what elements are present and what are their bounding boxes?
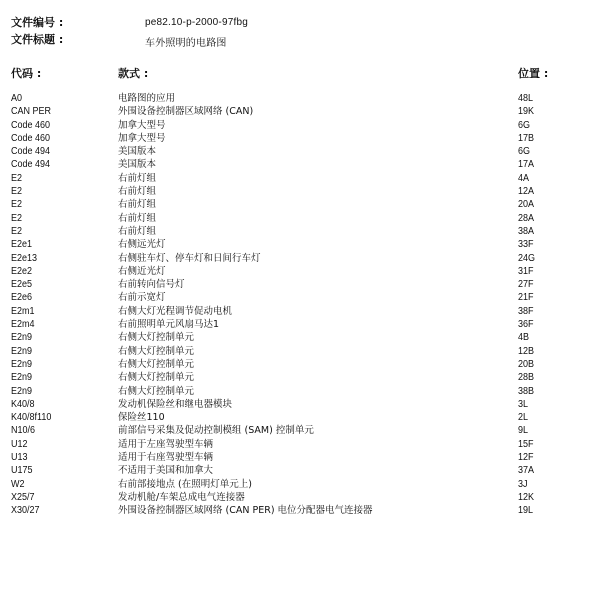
document-title-value: 车外照明的电路图 bbox=[145, 38, 227, 49]
table-row bbox=[0, 132, 607, 145]
row-code: E2e13 bbox=[11, 252, 38, 264]
table-row bbox=[0, 212, 607, 225]
row-code: X30/27 bbox=[11, 505, 40, 517]
row-code: E2n9 bbox=[11, 372, 33, 384]
row-position: 37A bbox=[518, 465, 535, 477]
row-code: E2 bbox=[11, 199, 23, 211]
table-row bbox=[0, 119, 607, 132]
table-row bbox=[0, 185, 607, 198]
document-number-value: pe82.10-p-2000-97fbg bbox=[145, 17, 248, 28]
row-code: E2e6 bbox=[11, 292, 33, 304]
row-position: 48L bbox=[518, 93, 534, 104]
table-row bbox=[0, 385, 607, 398]
row-description: 美国版本 bbox=[118, 159, 157, 171]
row-description: 外围设备控制器区域网络 (CAN) bbox=[118, 106, 254, 118]
component-table bbox=[0, 92, 607, 518]
row-code: E2 bbox=[11, 186, 23, 198]
table-row bbox=[0, 411, 607, 424]
document-title-row bbox=[11, 33, 63, 47]
row-position: 21F bbox=[518, 292, 534, 304]
row-code: Code 460 bbox=[11, 132, 51, 144]
table-row bbox=[0, 291, 607, 304]
table-row bbox=[0, 398, 607, 411]
row-code: U175 bbox=[11, 465, 33, 477]
document-number-row bbox=[11, 16, 63, 30]
row-position: 12A bbox=[518, 186, 535, 198]
row-code: U13 bbox=[11, 452, 28, 464]
row-description: 右侧大灯控制单元 bbox=[118, 332, 195, 344]
row-position: 19L bbox=[518, 505, 534, 517]
row-description: 右前部接地点 (在照明灯单元上) bbox=[118, 478, 252, 490]
row-description: 电路图的应用 bbox=[118, 93, 176, 104]
table-row bbox=[0, 358, 607, 371]
table-row bbox=[0, 318, 607, 331]
row-position: 27F bbox=[518, 279, 534, 291]
row-code: CAN PER bbox=[11, 106, 52, 118]
row-code: E2n9 bbox=[11, 358, 33, 370]
row-position: 24G bbox=[518, 252, 536, 264]
document-number-label: 文件编号 : bbox=[11, 16, 64, 29]
row-description: 右前灯组 bbox=[118, 186, 157, 198]
row-description: 外围设备控制器区域网络 (CAN PER) 电位分配器电气连接器 bbox=[118, 505, 373, 517]
table-row bbox=[0, 145, 607, 158]
row-position: 19K bbox=[518, 106, 535, 118]
table-row bbox=[0, 504, 607, 517]
row-description: 右侧驻车灯、停车灯和日间行车灯 bbox=[118, 252, 261, 264]
row-description: 右侧大灯控制单元 bbox=[118, 372, 195, 384]
table-row bbox=[0, 464, 607, 477]
row-code: E2e5 bbox=[11, 279, 33, 291]
row-position: 31F bbox=[518, 265, 534, 277]
table-row bbox=[0, 345, 607, 358]
row-description: 不适用于美国和加拿大 bbox=[118, 465, 214, 477]
row-code: Code 494 bbox=[11, 159, 51, 171]
table-row bbox=[0, 478, 607, 491]
row-code: K40/8 bbox=[11, 398, 35, 410]
table-row bbox=[0, 158, 607, 171]
row-position: 6G bbox=[518, 146, 531, 158]
row-description: 前部信号采集及促动控制模组 (SAM) 控制单元 bbox=[118, 425, 314, 437]
row-code: X25/7 bbox=[11, 491, 35, 503]
row-description: 右侧大灯光程调节促动电机 bbox=[118, 305, 233, 317]
row-description: 美国版本 bbox=[118, 146, 157, 158]
table-row bbox=[0, 265, 607, 278]
row-description: 右前转向信号灯 bbox=[118, 279, 185, 291]
row-description: 右侧近光灯 bbox=[118, 265, 166, 277]
header-position: 位置 : bbox=[518, 67, 549, 80]
row-code: Code 494 bbox=[11, 146, 51, 158]
table-row bbox=[0, 92, 607, 105]
table-row bbox=[0, 451, 607, 464]
row-code: E2e2 bbox=[11, 265, 33, 277]
table-row bbox=[0, 371, 607, 384]
row-code: E2 bbox=[11, 225, 23, 237]
row-position: 3L bbox=[518, 398, 529, 410]
row-position: 9L bbox=[518, 425, 529, 437]
row-position: 12K bbox=[518, 491, 535, 503]
row-position: 38F bbox=[518, 305, 534, 317]
row-description: 右侧大灯控制单元 bbox=[118, 385, 195, 397]
row-position: 6G bbox=[518, 119, 531, 131]
row-code: N10/6 bbox=[11, 425, 36, 437]
row-description: 适用于右座驾驶型车辆 bbox=[118, 452, 214, 464]
row-code: A0 bbox=[11, 93, 23, 104]
row-code: W2 bbox=[11, 478, 25, 490]
table-row bbox=[0, 438, 607, 451]
row-code: E2n9 bbox=[11, 385, 33, 397]
row-position: 38A bbox=[518, 225, 535, 237]
table-row bbox=[0, 225, 607, 238]
row-position: 12F bbox=[518, 452, 534, 464]
row-position: 15F bbox=[518, 438, 534, 450]
row-description: 右侧大灯控制单元 bbox=[118, 358, 195, 370]
row-description: 右侧远光灯 bbox=[118, 239, 166, 251]
row-code: E2n9 bbox=[11, 345, 33, 357]
row-code: Code 460 bbox=[11, 119, 51, 131]
row-description: 右前灯组 bbox=[118, 199, 157, 211]
row-description: 右侧大灯控制单元 bbox=[118, 345, 195, 357]
table-row bbox=[0, 491, 607, 504]
row-code: K40/8f110 bbox=[11, 412, 52, 424]
header-code: 代码 : bbox=[11, 67, 42, 80]
row-code: E2e1 bbox=[11, 239, 33, 251]
row-description: 保险丝110 bbox=[118, 412, 165, 424]
row-description: 加拿大型号 bbox=[118, 119, 166, 131]
table-row bbox=[0, 331, 607, 344]
table-row bbox=[0, 305, 607, 318]
row-code: U12 bbox=[11, 438, 28, 450]
row-code: E2m4 bbox=[11, 319, 35, 331]
row-position: 2L bbox=[518, 412, 529, 424]
row-description: 右前灯组 bbox=[118, 212, 157, 224]
row-position: 17B bbox=[518, 132, 535, 144]
table-row bbox=[0, 252, 607, 265]
table-row bbox=[0, 278, 607, 291]
row-description: 右前灯组 bbox=[118, 225, 157, 237]
row-description: 发动机舱/车架总成电气连接器 bbox=[118, 491, 245, 503]
table-row bbox=[0, 105, 607, 118]
row-code: E2n9 bbox=[11, 332, 33, 344]
table-row bbox=[0, 424, 607, 437]
row-code: E2 bbox=[11, 172, 23, 184]
row-position: 36F bbox=[518, 319, 534, 331]
row-code: E2 bbox=[11, 212, 23, 224]
row-description: 发动机保险丝和继电器模块 bbox=[118, 398, 233, 410]
row-description: 右前照明单元风扇马达1 bbox=[118, 319, 220, 331]
row-description: 右前示宽灯 bbox=[118, 292, 166, 304]
table-row bbox=[0, 198, 607, 211]
table-row bbox=[0, 238, 607, 251]
row-description: 加拿大型号 bbox=[118, 132, 166, 144]
row-position: 28B bbox=[518, 372, 535, 384]
header-style: 款式 : bbox=[118, 67, 149, 80]
row-position: 20B bbox=[518, 358, 535, 370]
row-position: 17A bbox=[518, 159, 535, 171]
document-title-label: 文件标题 : bbox=[11, 33, 64, 46]
row-position: 3J bbox=[518, 478, 528, 490]
row-position: 12B bbox=[518, 345, 535, 357]
table-row bbox=[0, 172, 607, 185]
row-position: 4B bbox=[518, 332, 530, 344]
row-description: 适用于左座驾驶型车辆 bbox=[118, 438, 214, 450]
row-position: 20A bbox=[518, 199, 535, 211]
row-position: 33F bbox=[518, 239, 534, 251]
row-code: E2m1 bbox=[11, 305, 35, 317]
row-description: 右前灯组 bbox=[118, 172, 157, 184]
row-position: 4A bbox=[518, 172, 530, 184]
row-position: 38B bbox=[518, 385, 535, 397]
row-position: 28A bbox=[518, 212, 535, 224]
